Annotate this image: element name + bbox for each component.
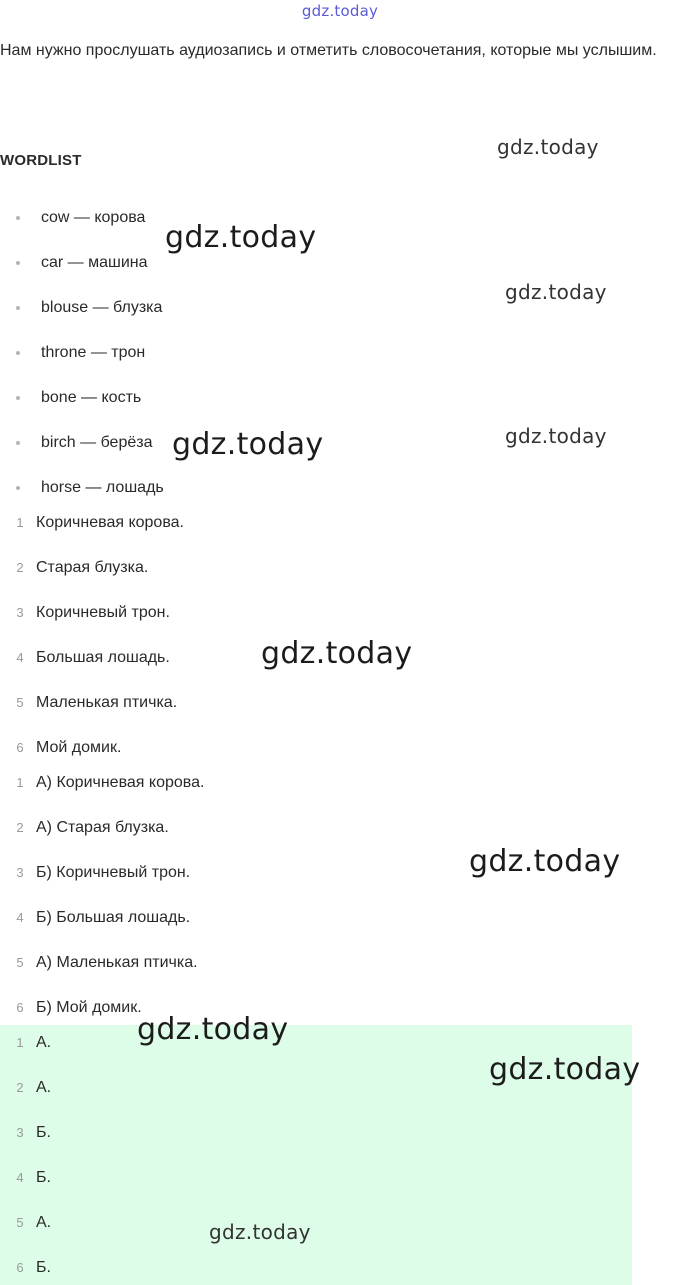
option-text: А) Маленькая птичка. [36,954,198,971]
item-number: 1 [16,1035,24,1050]
item-number: 6 [16,1000,24,1015]
watermark: gdz.today [497,135,599,159]
item-number: 1 [16,515,24,530]
item-number: 4 [16,910,24,925]
word-pair: blouse — блузка [41,299,163,316]
item-number: 2 [16,560,24,575]
phrase-text: Коричневая корова. [36,514,184,531]
phrase-text: Большая лошадь. [36,649,170,666]
bullet-icon [16,216,20,220]
item-number: 5 [16,955,24,970]
item-number: 2 [16,820,24,835]
item-number: 5 [16,1215,24,1230]
watermark: gdz.today [505,424,607,448]
watermark: gdz.today [261,636,413,671]
intro-text: Нам нужно прослушать аудиозапись и отметить словосочетания, которые мы услышим. [0,42,657,59]
item-number: 6 [16,740,24,755]
item-number: 4 [16,1170,24,1185]
word-pair: car — машина [41,254,148,271]
phrase-text: Старая блузка. [36,559,149,576]
item-number: 4 [16,650,24,665]
wordlist-heading: WORDLIST [0,152,82,169]
item-number: 3 [16,865,24,880]
item-number: 6 [16,1260,24,1275]
item-number: 3 [16,605,24,620]
site-title[interactable]: gdz.today [301,2,379,20]
bullet-icon [16,486,20,490]
watermark: gdz.today [209,1220,311,1244]
item-number: 5 [16,695,24,710]
answer-text: Б. [36,1259,51,1276]
word-pair: cow — корова [41,209,146,226]
option-text: Б) Большая лошадь. [36,909,191,926]
watermark: gdz.today [469,844,621,879]
item-number: 2 [16,1080,24,1095]
word-pair: horse — лошадь [41,479,164,496]
answer-text: А. [36,1214,52,1231]
option-text: А) Коричневая корова. [36,774,205,791]
option-text: А) Старая блузка. [36,819,169,836]
bullet-icon [16,396,20,400]
item-number: 1 [16,775,24,790]
watermark: gdz.today [489,1052,641,1087]
answer-text: А. [36,1079,52,1096]
phrase-text: Маленькая птичка. [36,694,178,711]
item-number: 3 [16,1125,24,1140]
phrase-text: Мой домик. [36,739,122,756]
option-text: Б) Коричневый трон. [36,864,191,881]
answer-text: Б. [36,1124,51,1141]
watermark: gdz.today [137,1012,289,1047]
watermark: gdz.today [505,280,607,304]
bullet-icon [16,261,20,265]
watermark: gdz.today [172,427,324,462]
watermark: gdz.today [165,220,317,255]
word-pair: birch — берёза [41,434,153,451]
phrase-text: Коричневый трон. [36,604,170,621]
bullet-icon [16,306,20,310]
answer-text: А. [36,1034,52,1051]
bullet-icon [16,351,20,355]
option-text: Б) Мой домик. [36,999,142,1016]
answer-text: Б. [36,1169,51,1186]
bullet-icon [16,441,20,445]
word-pair: throne — трон [41,344,146,361]
word-pair: bone — кость [41,389,142,406]
